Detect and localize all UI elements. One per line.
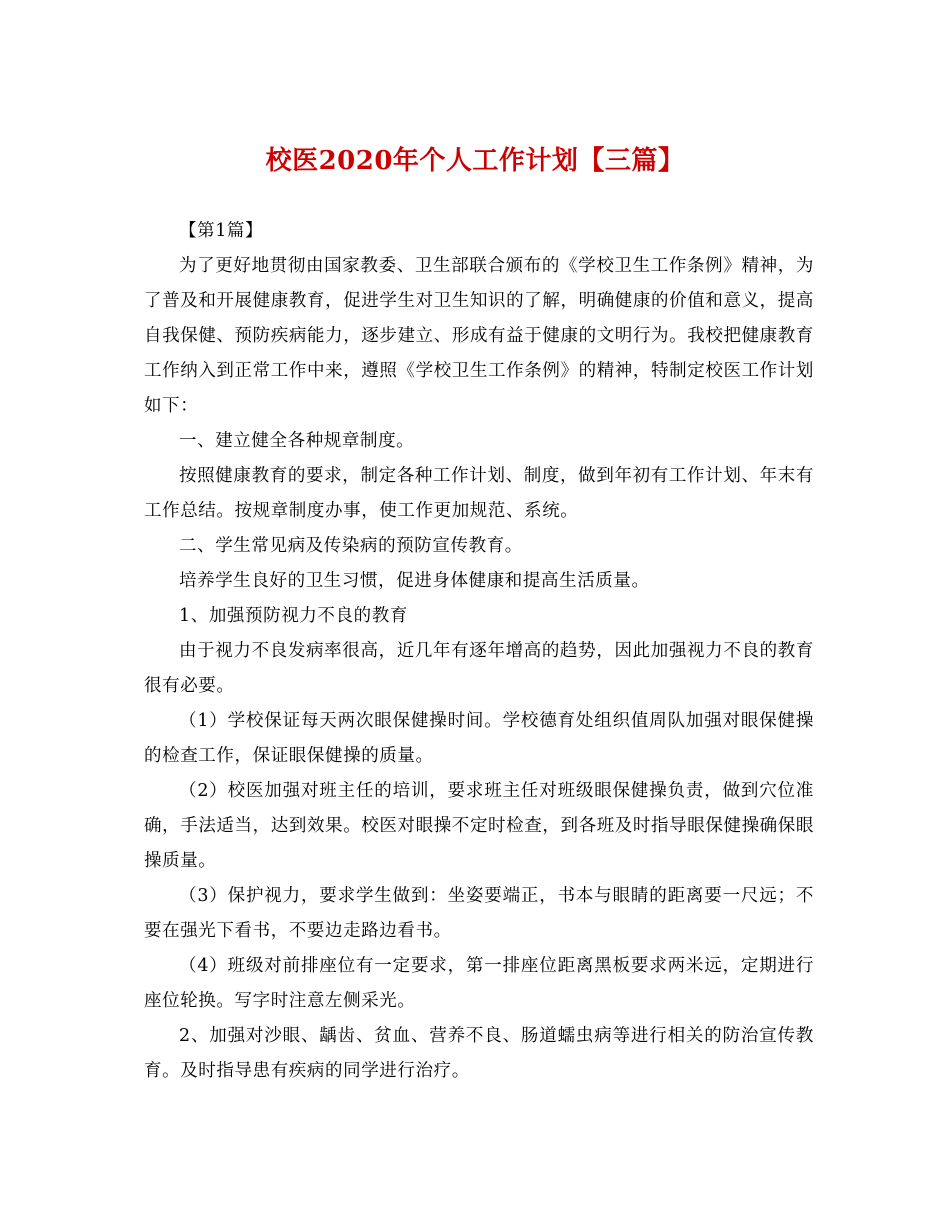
paragraph: 由于视力不良发病率很高，近几年有逐年增高的趋势，因此加强视力不良的教育很有必要。 (144, 641, 814, 696)
paragraph: 按照健康教育的要求，制定各种工作计划、制度，做到年初有工作计划、年末有工作总结。按规章制度办事，使工作更加规范、系统。 (144, 466, 814, 521)
intro-paragraph: 为了更好地贯彻由国家教委、卫生部联合颁布的《学校卫生工作条例》精神，为了普及和开展健康教育，促进学生对卫生知识的了解，明确健康的价值和意义，提高自我保健、预防疾病能力，逐步建立、形成有益于健康的文明行为。我校把健康教育工作纳入到正常工作中来，遵照《学校卫生工作条例》的精神，特制定校医工作计划如下： (144, 256, 814, 416)
list-item: （1）学校保证每天两次眼保健操时间。学校德育处组织值周队加强对眼保健操的检查工作，保证眼保健操的质量。 (144, 711, 814, 766)
subheading-2: 2、加强对沙眼、龋齿、贫血、营养不良、肠道蠕虫病等进行相关的防治宣传教育。及时指导患有疾病的同学进行治疗。 (144, 1026, 814, 1081)
list-item: （4）班级对前排座位有一定要求，第一排座位距离黑板要求两米远，定期进行座位轮换。写字时注意左侧采光。 (144, 956, 814, 1011)
list-item: （2）校医加强对班主任的培训，要求班主任对班级眼保健操负责，做到穴位准确，手法适当，达到效果。校医对眼操不定时检查，到各班及时指导眼保健操确保眼操质量。 (144, 781, 814, 871)
heading-1: 一、建立健全各种规章制度。 (179, 431, 415, 451)
document-title: 校医2020年个人工作计划【三篇】 (265, 146, 685, 176)
section-label: 【第1篇】 (179, 221, 264, 241)
list-item: （3）保护视力，要求学生做到：坐姿要端正，书本与眼睛的距离要一尺远；不要在强光下看书，不要边走路边看书。 (144, 886, 814, 941)
paragraph: 培养学生良好的卫生习惯，促进身体健康和提高生活质量。 (179, 571, 650, 591)
subheading-1: 1、加强预防视力不良的教育 (179, 606, 408, 626)
document-body (144, 214, 814, 1089)
heading-2: 二、学生常见病及传染病的预防宣传教育。 (179, 536, 523, 556)
